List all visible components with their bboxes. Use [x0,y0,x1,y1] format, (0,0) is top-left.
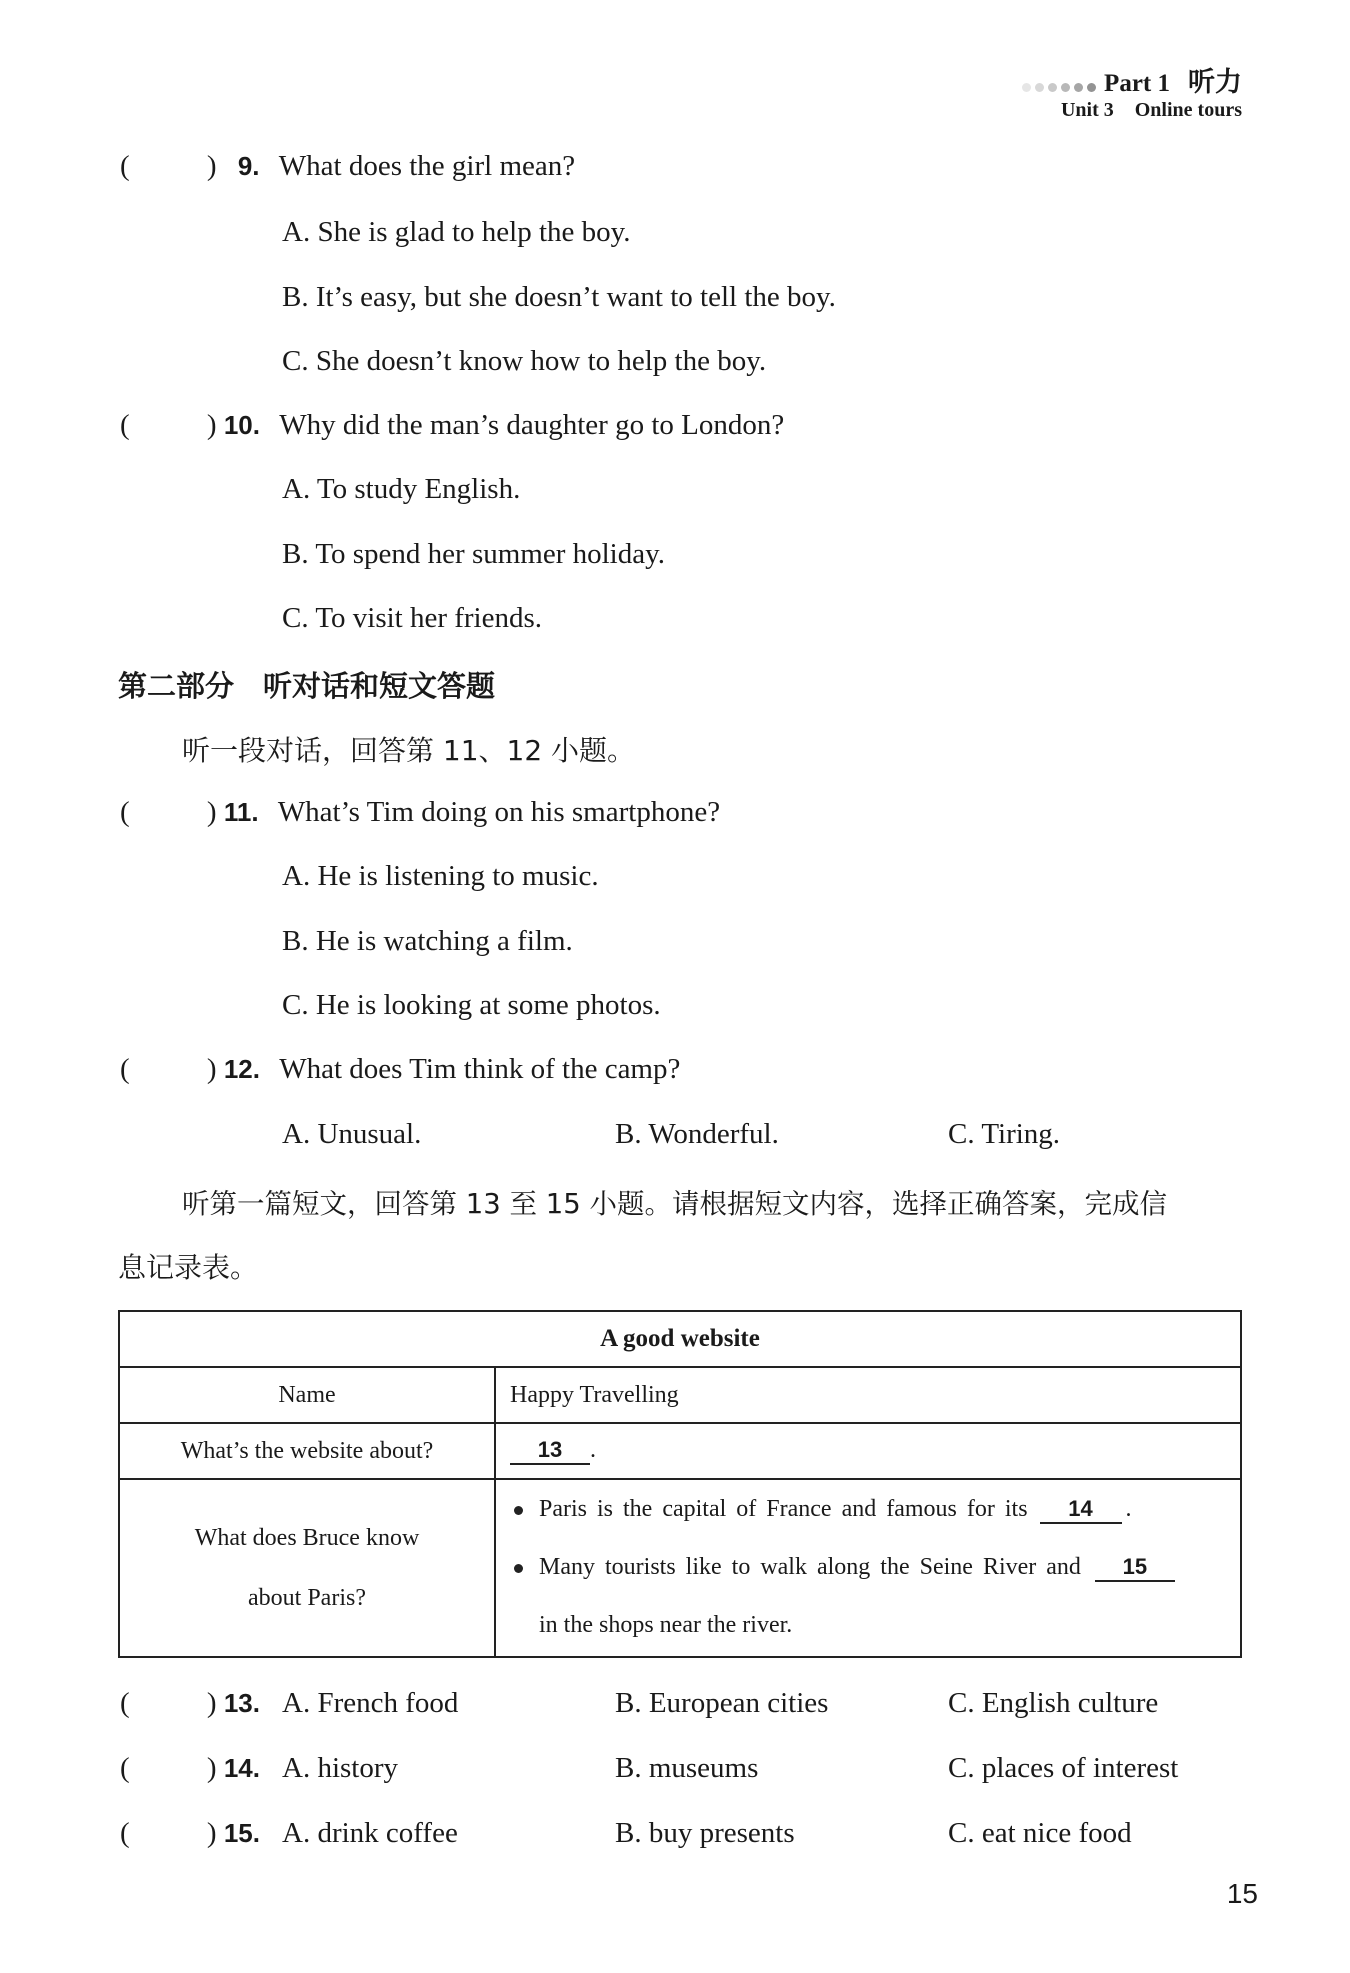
question-12 [120,1052,680,1086]
bullet-item [510,1480,1226,1538]
unit-heading [1061,99,1242,122]
answer-blank-13: 13 [510,1437,590,1465]
answer-paren-close: ) [206,796,217,828]
header-dot-icon [1035,83,1044,92]
bullet-icon [514,1506,523,1515]
page-header [1022,60,1242,99]
answer-paren-close: ) [206,1752,217,1784]
option-b: B. He is watching a film. [282,925,573,957]
passage-intro-line2: 息记录表。 [118,1251,259,1284]
option-a: A. French food [282,1687,459,1719]
answer-paren-open: ( [120,1053,130,1085]
answer-blank-14: 14 [1040,1496,1122,1524]
option-c: C. Tiring. [948,1118,1061,1150]
question-text: What does Tim think of the camp? [279,1053,681,1085]
option-c: C. English culture [948,1687,1159,1719]
answer-paren-open: ( [120,796,130,828]
row-label-paris-line2: about Paris? [248,1585,366,1611]
section-intro: 听一段对话，回答第 11、12 小题。 [182,734,636,767]
answer-paren-open: ( [120,1817,130,1849]
option-a: A. She is glad to help the boy. [282,216,631,248]
passage-intro-line1: 听第一篇短文，回答第 13 至 15 小题。请根据短文内容，选择正确答案，完成信 [182,1188,1167,1220]
table-title: A good website [119,1311,1241,1367]
info-record-table [118,1310,1242,1658]
part-label: Part 1 [1104,70,1170,97]
question-number: 13. [223,1688,260,1718]
row-label-paris [119,1479,495,1657]
option-c: C. eat nice food [948,1817,1132,1849]
answer-blank-15: 15 [1095,1554,1175,1582]
question-15 [120,1816,260,1850]
answer-paren-open: ( [120,1687,130,1719]
period: . [590,1437,596,1463]
header-dot-icon [1074,83,1083,92]
option-c: C. He is looking at some photos. [282,989,661,1021]
row-value-about [495,1423,1241,1479]
answer-paren-open: ( [120,150,130,182]
option-b: B. European cities [615,1687,829,1719]
row-value-paris [495,1479,1241,1657]
question-11 [120,795,720,829]
answer-paren-close: ) [206,1053,217,1085]
bullet-item [510,1538,1226,1596]
header-dot-icon [1048,83,1057,92]
question-text: What does the girl mean? [278,150,576,182]
option-b: B. museums [615,1752,759,1784]
option-b: B. It’s easy, but she doesn’t want to tell the boy. [282,281,836,313]
option-a: A. He is listening to music. [282,860,599,892]
option-c: C. She doesn’t know how to help the boy. [282,345,767,377]
option-c: C. places of interest [948,1752,1179,1784]
bullet-continuation: in the shops near the river. [539,1612,793,1638]
question-number: 15. [223,1818,260,1848]
question-13 [120,1686,260,1720]
question-text: What’s Tim doing on his smartphone? [277,796,721,828]
option-b: B. To spend her summer holiday. [282,538,665,570]
option-a: A. history [282,1752,398,1784]
page-number: 15 [1226,1878,1258,1909]
question-number: 9. [237,151,260,181]
bullet-icon [514,1564,523,1573]
header-dots [1022,78,1100,96]
unit-number: Unit 3 [1060,99,1114,121]
header-dot-icon [1022,83,1031,92]
question-number: 14. [223,1753,260,1783]
row-label-paris-line1: What does Bruce know [194,1525,420,1551]
question-text: Why did the man’s daughter go to London? [279,409,785,441]
option-c: C. To visit her friends. [282,602,543,634]
question-number: 10. [223,410,260,440]
part-cn-label: 听力 [1188,67,1242,98]
header-dot-icon [1087,83,1096,92]
option-a: A. Unusual. [282,1118,422,1150]
option-a: A. drink coffee [282,1817,458,1849]
question-number: 11. [223,797,259,827]
question-9 [120,149,575,183]
answer-paren-close: ) [206,150,217,182]
bullet-text: Paris is the capital of France and famous for its [539,1496,1028,1522]
option-b: B. buy presents [615,1817,795,1849]
answer-paren-open: ( [120,1752,130,1784]
period: . [1125,1496,1132,1522]
answer-paren-close: ) [206,1687,217,1719]
answer-paren-open: ( [120,409,130,441]
option-b: B. Wonderful. [615,1118,779,1150]
section-title: 第二部分 听对话和短文答题 [118,669,496,703]
question-10 [120,408,784,442]
header-dot-icon [1061,83,1070,92]
row-value-name: Happy Travelling [495,1367,1241,1423]
answer-paren-close: ) [206,1817,217,1849]
question-number: 12. [223,1054,260,1084]
bullet-text: Many tourists like to walk along the Seine River and [539,1554,1081,1580]
row-label-name: Name [119,1367,495,1423]
unit-title: Online tours [1134,99,1242,121]
row-label-about: What’s the website about? [119,1423,495,1479]
question-14 [120,1751,260,1785]
option-a: A. To study English. [282,473,521,505]
answer-paren-close: ) [206,409,217,441]
